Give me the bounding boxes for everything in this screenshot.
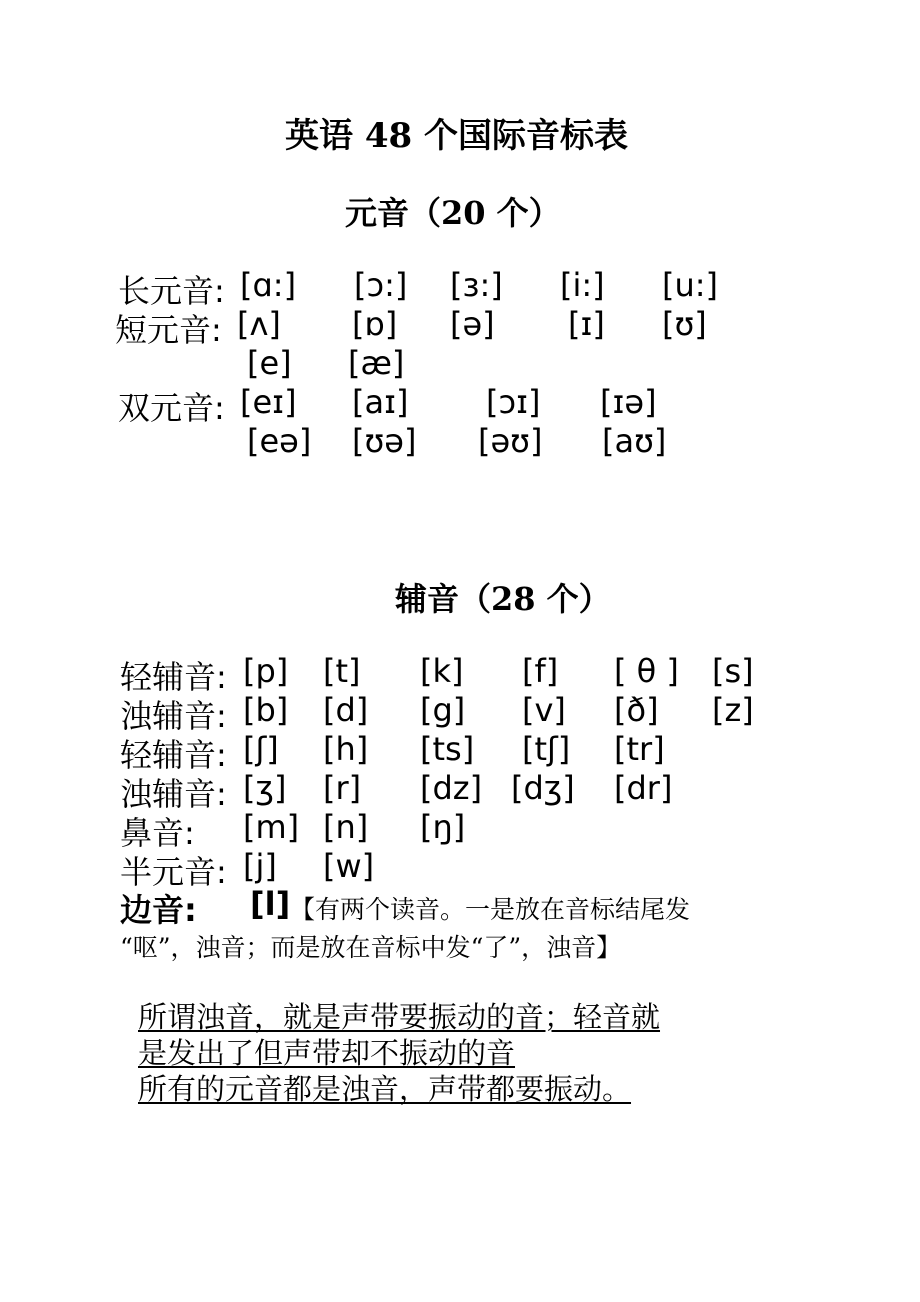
ipa-symbol: [tʃ] [522,730,571,768]
diphthong-label: 双元音: [118,389,225,427]
ipa-symbol: [r] [323,769,362,807]
ipa-symbol: [e] [247,344,292,382]
lateral-note: “呕”，浊音；而是放在音标中发“了”，浊音】 [120,933,622,962]
ipa-symbol: [ɪə] [600,383,657,421]
short-vowel-label: 短元音: [115,311,222,349]
ipa-symbol: [h] [323,730,369,768]
ipa-symbol: [t] [323,652,361,690]
consonant-row-label: 轻辅音: [120,736,227,774]
ipa-symbol: [ʊə] [352,422,417,460]
ipa-symbol: [s] [712,652,754,690]
ipa-symbol: [j] [243,847,277,885]
ipa-symbol: [ θ ] [614,652,679,690]
vowels-heading: 元音（20 个） [345,194,561,232]
ipa-symbol: [əʊ] [478,422,543,460]
ipa-symbol: [ə] [450,305,495,343]
lateral-note: 【有两个读音。一是放在音标结尾发 [290,895,691,924]
ipa-symbol: [ʌ] [237,305,281,343]
ipa-symbol: [eə] [247,422,312,460]
ipa-symbol: [tr] [614,730,665,768]
ipa-symbol: [aʊ] [602,422,667,460]
ipa-symbol: [ts] [420,730,475,768]
ipa-symbol: [dʒ] [511,769,575,807]
ipa-symbol: [aɪ] [352,383,409,421]
ipa-symbol: [n] [323,808,369,846]
ipa-symbol: [p] [243,652,289,690]
ipa-symbol: [æ] [348,344,405,382]
ipa-symbol: [eɪ] [240,383,297,421]
ipa-symbol: [ŋ] [420,808,466,846]
ipa-symbol: [ʃ] [243,730,279,768]
ipa-symbol: [k] [420,652,464,690]
lateral-label: 边音: [120,891,197,929]
ipa-symbol: [ɔ:] [354,266,408,304]
ipa-symbol: [g] [420,691,466,729]
consonant-row-label: 鼻音: [120,814,195,852]
summary-line: 是发出了但声带却不振动的音 [138,1036,516,1070]
ipa-symbol: [ɔɪ] [486,383,541,421]
consonants-heading: 辅音（28 个） [395,580,611,618]
ipa-symbol: [ɒ] [352,305,398,343]
ipa-symbol: [ɑ:] [240,266,297,304]
ipa-symbol: [u:] [662,266,719,304]
consonant-row-label: 轻辅音: [120,658,227,696]
ipa-symbol: [i:] [560,266,605,304]
ipa-symbol: [w] [323,847,375,885]
ipa-symbol: [ʊ] [662,305,707,343]
consonant-row-label: 半元音: [120,853,227,891]
ipa-symbol: [d] [323,691,369,729]
ipa-symbol: [b] [243,691,289,729]
ipa-symbol: [v] [522,691,566,729]
summary-line: 所有的元音都是浊音，声带都要振动。 [138,1072,632,1106]
ipa-symbol: [ʒ] [243,769,287,807]
ipa-symbol: [l] [250,885,291,923]
summary-line: 所谓浊音，就是声带要振动的音；轻音就 [138,1000,661,1034]
consonant-row-label: 浊辅音: [120,775,227,813]
ipa-symbol: [ɜ:] [450,266,503,304]
ipa-symbol: [m] [243,808,300,846]
ipa-symbol: [ɪ] [568,305,605,343]
ipa-symbol: [z] [712,691,754,729]
long-vowel-label: 长元音: [118,272,225,310]
ipa-symbol: [ð] [614,691,659,729]
page-title: 英语 48 个国际音标表 [285,116,628,156]
ipa-symbol: [dr] [614,769,673,807]
ipa-symbol: [f] [522,652,559,690]
ipa-symbol: [dz] [420,769,483,807]
consonant-row-label: 浊辅音: [120,697,227,735]
